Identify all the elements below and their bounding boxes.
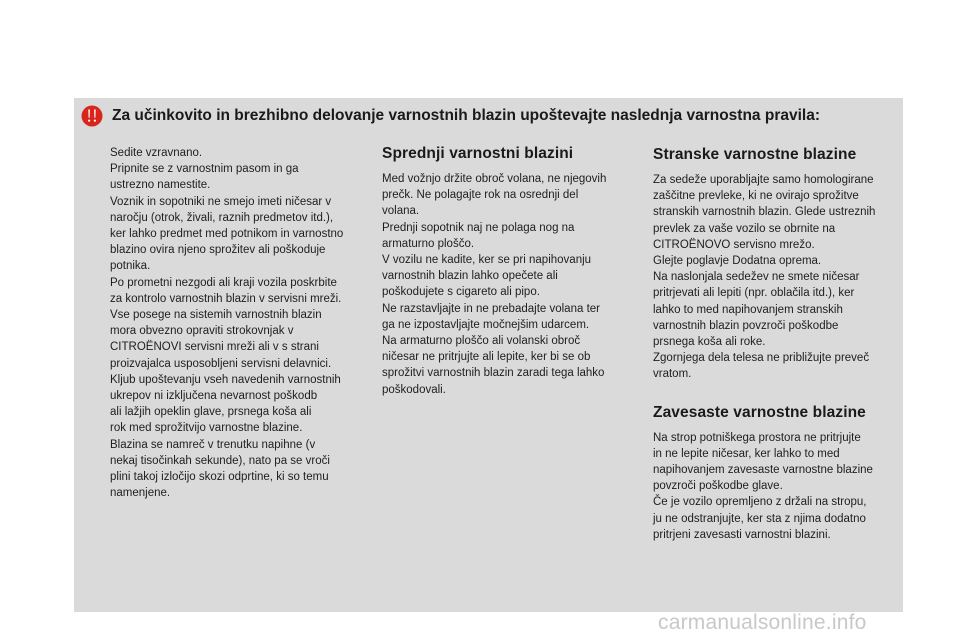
text-line: varnostnih blazin lahko opečete ali <box>382 270 558 283</box>
text-line: prsnega koša ali roke. <box>653 336 766 349</box>
text-line: Če je vozilo opremljeno z držali na stropu, <box>653 496 867 509</box>
curtain-airbags-text <box>653 428 898 543</box>
watermark: carmanualsonline.info <box>658 611 867 634</box>
header-title: Za učinkovito in brezhibno delovanje varnostnih blazin upoštevajte naslednja varnostna pravila: <box>112 107 820 124</box>
text-line: naročju (otrok, živali, raznih predmetov itd.), <box>110 211 334 224</box>
text-line: zaščitne prevleke, ki ne ovirajo sprožitve <box>653 190 859 203</box>
text-line: blazino ovira njeno sprožitev ali poškoduje <box>110 244 326 257</box>
text-line: ali lažjih opeklin glave, prsnega koša ali <box>110 406 312 419</box>
text-line: Med vožnjo držite obroč volana, ne njegovih <box>382 173 607 185</box>
text-line: V vozilu ne kadite, ker se pri napihovanju <box>382 254 592 267</box>
text-line: Na naslonjala sedežev ne smete ničesar <box>653 271 860 284</box>
general-rules-text <box>110 145 355 501</box>
text-line: namenjene. <box>110 487 171 500</box>
text-line: rok med sprožitvijo varnostne blazine. <box>110 422 303 435</box>
text-line: vratom. <box>653 368 692 381</box>
front-airbags-column <box>382 145 637 398</box>
front-airbags-title: Sprednji varnostni blazini <box>382 145 574 162</box>
text-line: nekaj tisočinkah sekunde), nato pa se vroči <box>110 454 330 467</box>
curtain-airbags-title: Zavesaste varnostne blazine <box>653 403 866 421</box>
text-line: prevlek za vaše vozilo se obrnite na <box>653 222 836 235</box>
text-line: ničesar ne pritrjujte ali lepite, ker bi se ob <box>382 351 591 364</box>
text-line: prečk. Ne polagajte rok na osrednji del <box>382 189 579 202</box>
general-rules-column <box>110 145 355 501</box>
text-line: Za sedeže uporabljajte samo homologirane <box>653 174 874 186</box>
section-header <box>81 105 820 127</box>
text-line: povzroči poškodbe glave. <box>653 480 783 493</box>
text-line: Kljub upoštevanju vseh navedenih varnostnih <box>110 373 341 386</box>
text-line: Sedite vzravnano. <box>110 147 203 159</box>
text-line: napihovanjem zavesaste varnostne blazine <box>653 464 873 477</box>
text-line: ukrepov ni izključena nevarnost poškodb <box>110 390 318 403</box>
side-airbags-title: Stranske varnostne blazine <box>653 146 857 163</box>
text-line: Na strop potniškega prostora ne pritrjujte <box>653 431 861 444</box>
text-line: lahko to med napihovanjem stranskih <box>653 303 843 316</box>
text-line: Voznik in sopotniki ne smejo imeti ničesar v <box>110 195 332 208</box>
text-line: pritrjevati ali lepiti (npr. oblačila itd.), ker <box>653 287 855 300</box>
text-line: Prednji sopotnik naj ne polaga nog na <box>382 221 575 234</box>
text-line: Vse posege na sistemih varnostnih blazin <box>110 309 322 322</box>
text-line: poškodujete s cigareto ali pipo. <box>382 286 540 299</box>
text-line: sprožitvi varnostnih blazin zaradi tega lahko <box>382 367 605 380</box>
text-line: Na armaturno ploščo ali volanski obroč <box>382 335 581 348</box>
text-line: proizvajalca usposobljeni servisni delavnici. <box>110 357 332 370</box>
text-line: poškodovali. <box>382 383 446 396</box>
text-line: Zgornjega dela telesa ne približujte preveč <box>653 352 870 365</box>
text-line: Po prometni nezgodi ali kraji vozila poskrbite <box>110 276 337 289</box>
side-curtain-column <box>653 145 898 543</box>
text-line: plini takoj izločijo skozi odprtine, ki so temu <box>110 471 329 484</box>
text-line: in ne lepite ničesar, ker lahko to med <box>653 447 840 460</box>
text-line: ju ne odstranjujte, ker sta z njima dodatno <box>653 512 866 525</box>
text-line: za kontrolo varnostnih blazin v servisni mreži. <box>110 292 342 305</box>
side-airbags-text <box>653 170 898 383</box>
text-line: potnika. <box>110 260 151 273</box>
text-line: armaturno ploščo. <box>382 237 475 250</box>
text-line: Glejte poglavje Dodatna oprema. <box>653 255 822 268</box>
text-line: pritrjeni zavesasti varnostni blazini. <box>653 528 831 541</box>
text-line: Blazina se namreč v trenutku napihne (v <box>110 438 316 451</box>
text-line: ga ne izpostavljajte močnejšim udarcem. <box>382 318 590 331</box>
front-airbags-text <box>382 169 637 398</box>
text-line: Pripnite se z varnostnim pasom in ga <box>110 163 299 176</box>
text-line: ustrezno namestite. <box>110 179 211 192</box>
warning-icon <box>81 105 103 127</box>
text-line: ker lahko predmet med potnikom in varnostno <box>110 228 344 241</box>
text-line: CITROËNOVO servisno mrežo. <box>653 238 815 251</box>
text-line: mora obvezno opraviti strokovnjak v <box>110 325 294 338</box>
text-line: CITROËNOVI servisni mreži ali v s strani <box>110 341 319 354</box>
text-line: Ne razstavljajte in ne prebadajte volana ter <box>382 302 600 315</box>
text-line: varnostnih blazin povzroči poškodbe <box>653 319 839 332</box>
text-line: volana. <box>382 205 420 218</box>
text-line: stranskih varnostnih blazin. Glede ustreznih <box>653 206 876 219</box>
